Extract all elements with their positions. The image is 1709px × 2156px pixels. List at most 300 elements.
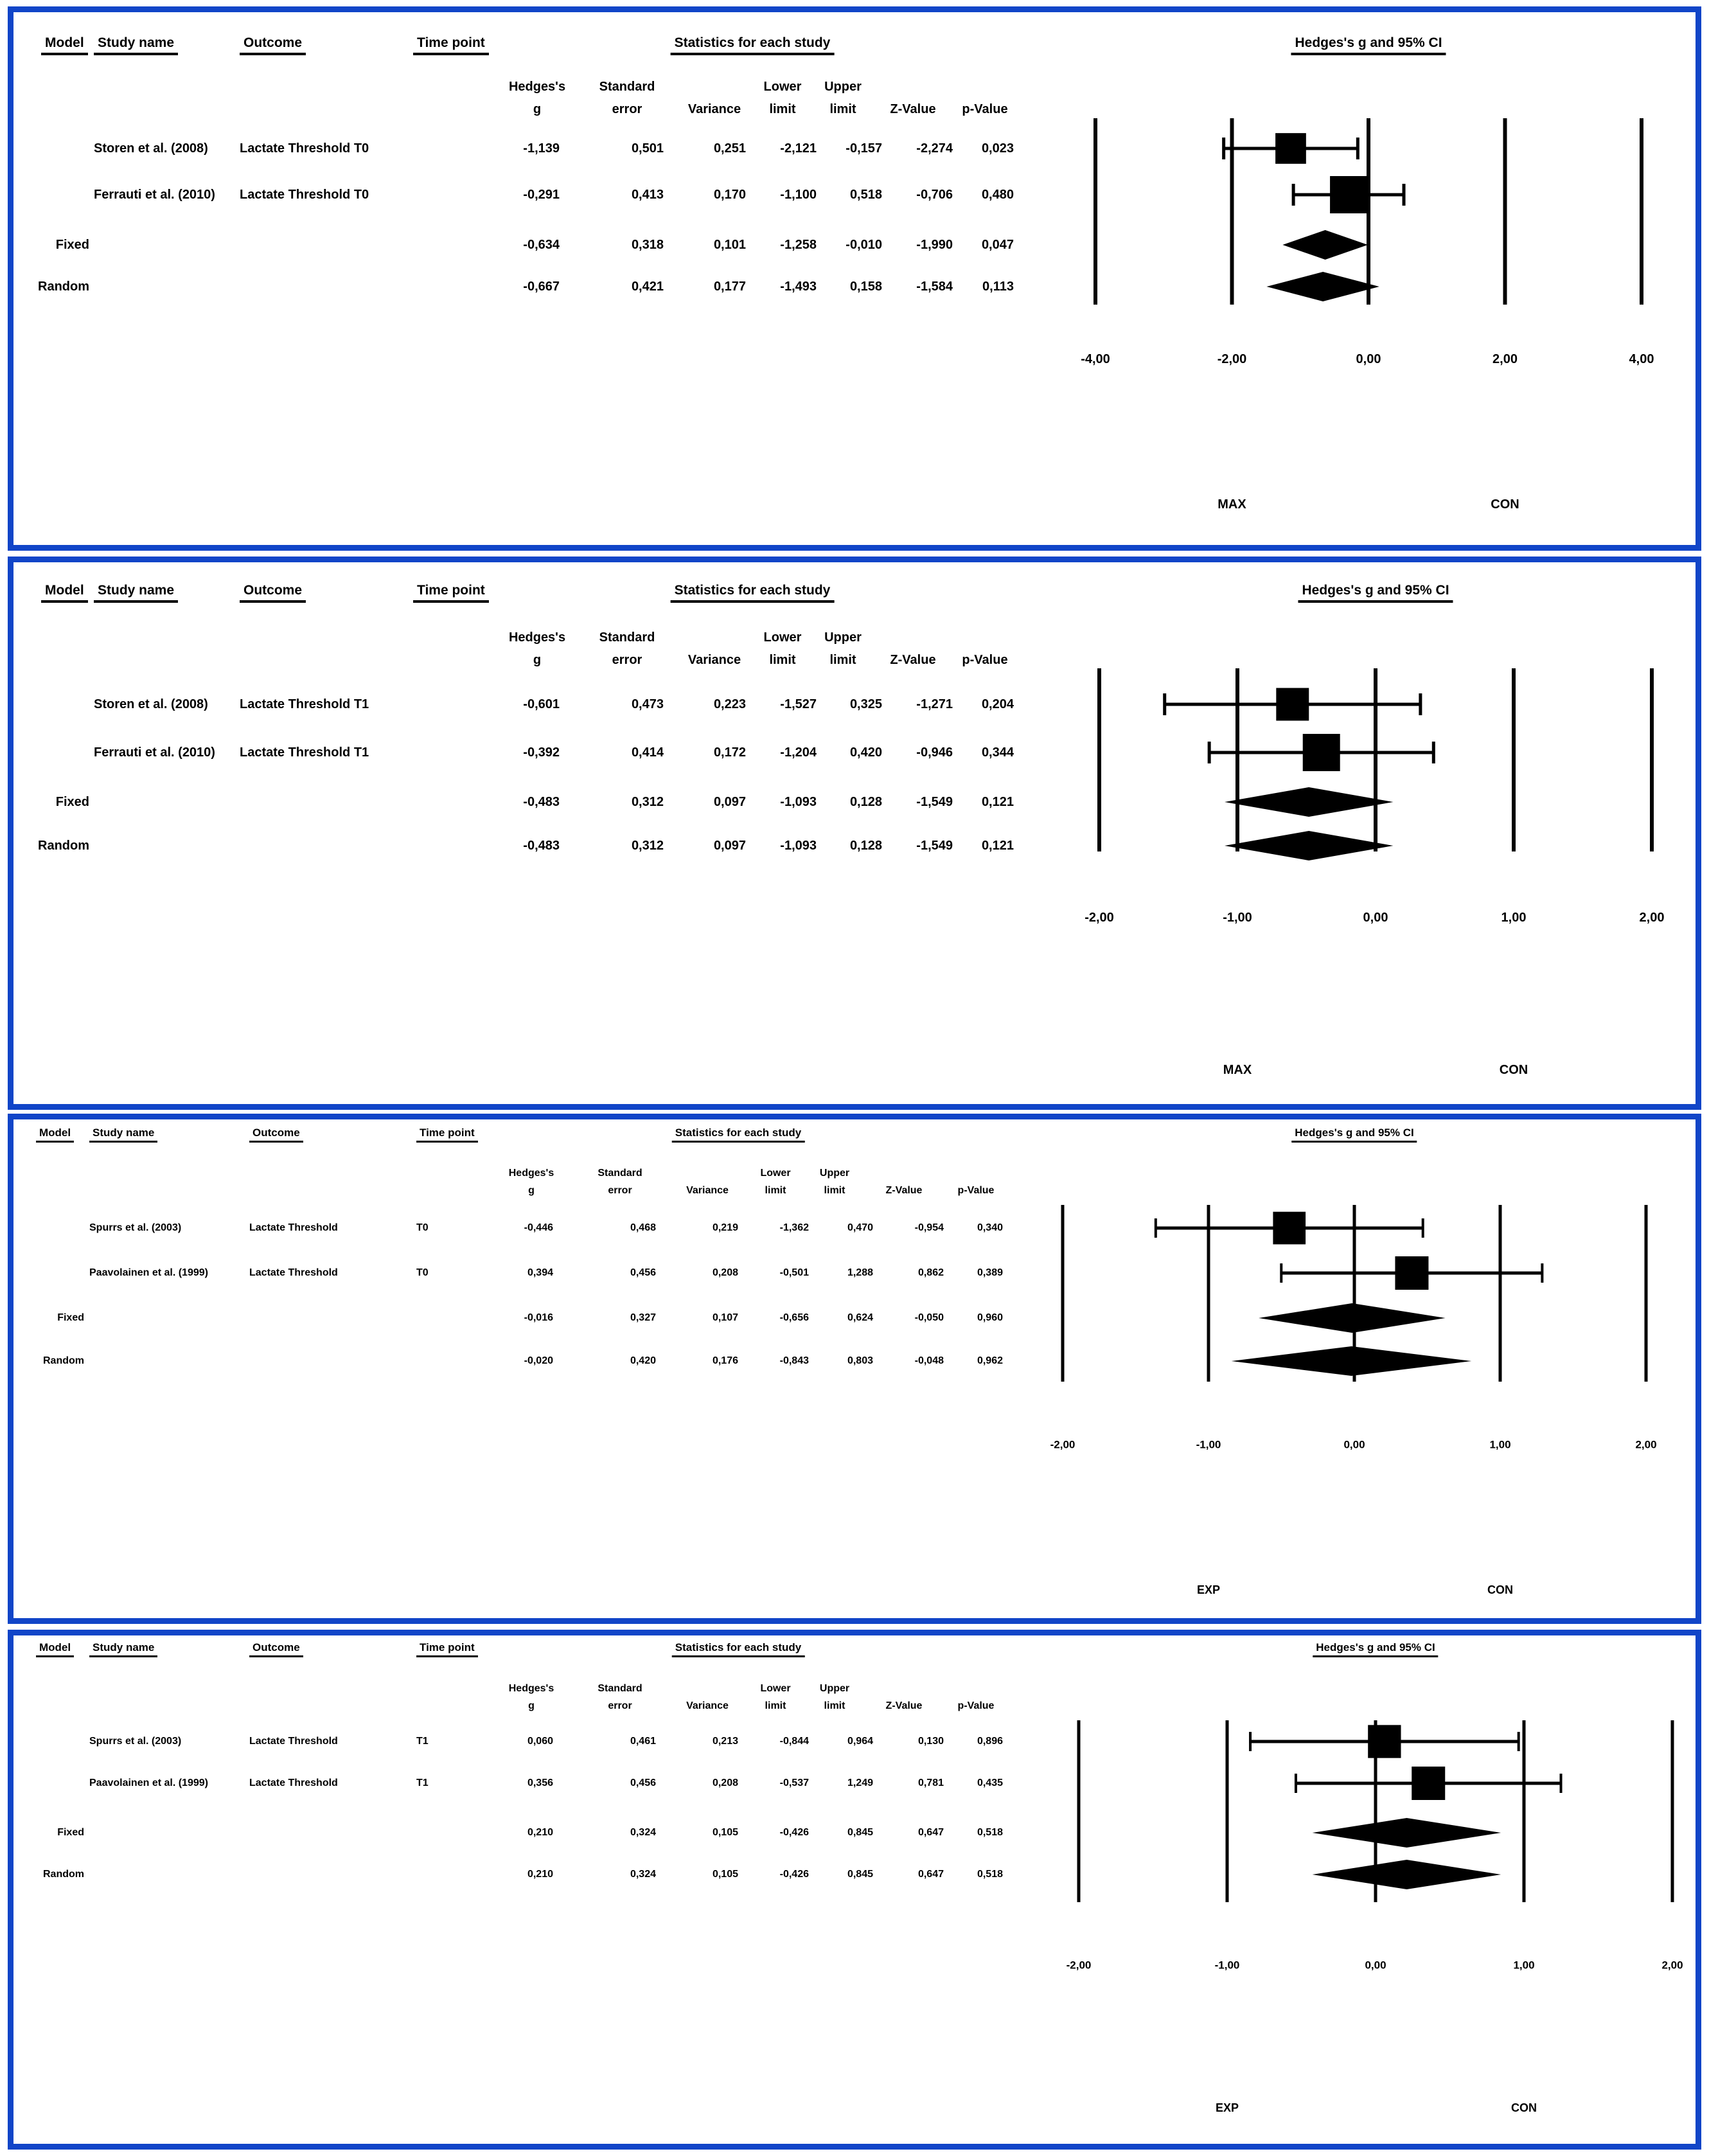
stat-value-z: 0,781 xyxy=(917,1777,944,1788)
stat-header-line2: p-Value xyxy=(962,102,1008,116)
model-cell: Random xyxy=(43,1355,84,1366)
axis-gridline xyxy=(1671,1720,1674,1902)
stat-header-line2: p-Value xyxy=(957,1185,995,1196)
ci-whisker xyxy=(1281,1272,1542,1275)
stat-value-upper: 0,158 xyxy=(849,280,882,294)
ci-whisker xyxy=(1224,147,1358,150)
stat-header-line2: Z-Value xyxy=(890,653,936,667)
axis-tick-label: 2,00 xyxy=(1639,911,1665,925)
column-header-model: Model xyxy=(36,1127,74,1143)
axis-gridline xyxy=(1094,118,1097,305)
stat-header-line2: error xyxy=(612,102,642,116)
group-label-left: MAX xyxy=(1223,1063,1252,1077)
axis-gridline xyxy=(1640,118,1643,305)
stat-value-upper: 0,964 xyxy=(847,1736,873,1747)
study-name-cell: Paavolainen et al. (1999) xyxy=(89,1267,208,1278)
model-cell: Random xyxy=(43,1869,84,1880)
column-header-model: Model xyxy=(41,584,88,603)
axis-gridline xyxy=(1235,668,1239,851)
axis-tick-label: -2,00 xyxy=(1085,911,1114,925)
stat-value-variance: 0,097 xyxy=(713,795,746,809)
ci-whisker xyxy=(1296,1782,1561,1785)
stat-value-g: -0,016 xyxy=(524,1312,553,1323)
pooled-diamond-marker xyxy=(1313,1818,1501,1848)
stat-header-line2: Variance xyxy=(686,1700,729,1711)
column-header-outcome: Outcome xyxy=(249,1127,303,1143)
ci-endcap-left xyxy=(1292,184,1295,206)
column-header-model: Model xyxy=(41,36,88,55)
ci-endcap-right xyxy=(1403,184,1406,206)
study-square-marker xyxy=(1368,1725,1401,1758)
ci-endcap-right xyxy=(1518,1732,1520,1751)
column-header-outcome: Outcome xyxy=(249,1642,303,1657)
study-name-cell: Ferrauti et al. (2010) xyxy=(94,745,215,760)
stat-value-se: 0,324 xyxy=(630,1827,656,1838)
ci-endcap-left xyxy=(1155,1218,1157,1238)
study-name-cell: Storen et al. (2008) xyxy=(94,697,208,711)
stat-value-lower: -1,093 xyxy=(780,839,817,853)
axis-tick-label: 0,00 xyxy=(1343,1438,1365,1451)
group-label-left: EXP xyxy=(1215,2101,1239,2114)
stat-value-se: 0,421 xyxy=(631,280,664,294)
stat-value-lower: -1,093 xyxy=(780,795,817,809)
pooled-diamond-marker xyxy=(1225,831,1394,860)
stat-value-variance: 0,251 xyxy=(713,141,746,156)
stat-header-line2: Z-Value xyxy=(885,1185,923,1196)
stat-header-line2: limit xyxy=(829,102,856,116)
axis-tick-label: -2,00 xyxy=(1217,352,1247,366)
axis-gridline xyxy=(1230,118,1234,305)
stat-value-g: -1,139 xyxy=(523,141,560,156)
stat-value-p: 0,121 xyxy=(981,795,1014,809)
model-cell: Random xyxy=(38,280,89,294)
study-square-marker xyxy=(1303,734,1340,771)
ci-endcap-right xyxy=(1432,742,1435,763)
axis-gridline xyxy=(1353,1205,1356,1382)
stat-header-line2: error xyxy=(608,1700,632,1711)
stat-value-se: 0,327 xyxy=(630,1312,656,1323)
axis-gridline xyxy=(1097,668,1101,851)
stat-value-variance: 0,223 xyxy=(713,697,746,711)
column-header-outcome: Outcome xyxy=(240,36,306,55)
stat-value-z: -1,271 xyxy=(916,697,953,711)
stat-value-lower: -1,204 xyxy=(780,745,817,760)
stat-header-line1: Lower xyxy=(763,630,802,645)
stats-group-header: Statistics for each study xyxy=(671,584,835,603)
stat-header-line2: Z-Value xyxy=(885,1700,923,1711)
stat-value-z: -1,549 xyxy=(916,795,953,809)
column-header-time-point: Time point xyxy=(416,1642,478,1657)
stat-value-p: 0,962 xyxy=(977,1355,1003,1366)
study-square-marker xyxy=(1330,176,1367,213)
stat-value-lower: -0,426 xyxy=(779,1827,809,1838)
stat-value-g: -0,020 xyxy=(524,1355,553,1366)
stat-header-line1: Lower xyxy=(763,80,802,94)
stat-value-variance: 0,176 xyxy=(712,1355,738,1366)
forest-panel-2 xyxy=(8,557,1701,1110)
study-name-cell: Spurrs et al. (2003) xyxy=(89,1222,182,1233)
stat-value-upper: 1,288 xyxy=(847,1267,873,1278)
stat-value-upper: 0,803 xyxy=(847,1355,873,1366)
study-square-marker xyxy=(1412,1767,1445,1800)
study-square-marker xyxy=(1395,1256,1428,1290)
stat-value-se: 0,414 xyxy=(631,745,664,760)
ci-endcap-right xyxy=(1356,138,1359,159)
outcome-cell: Lactate Threshold T1 xyxy=(240,745,369,760)
stat-value-variance: 0,208 xyxy=(712,1777,738,1788)
time-point-cell: T0 xyxy=(416,1222,429,1233)
stat-value-se: 0,318 xyxy=(631,238,664,252)
stat-header-line2: limit xyxy=(769,653,796,667)
stat-value-p: 0,113 xyxy=(982,280,1014,294)
stat-value-variance: 0,097 xyxy=(713,839,746,853)
stats-group-header: Statistics for each study xyxy=(672,1642,805,1657)
stat-value-se: 0,413 xyxy=(631,188,664,202)
pooled-diamond-marker xyxy=(1282,230,1368,260)
stat-header-line1: Upper xyxy=(819,1683,850,1694)
ci-endcap-left xyxy=(1163,693,1166,715)
stat-value-p: 0,518 xyxy=(977,1827,1003,1838)
axis-tick-label: 2,00 xyxy=(1661,1959,1683,1972)
stat-value-p: 0,960 xyxy=(977,1312,1003,1323)
model-cell: Random xyxy=(38,839,89,853)
stat-header-line1: Hedges's xyxy=(508,1168,554,1179)
stat-header-line2: g xyxy=(528,1700,535,1711)
axis-tick-label: -2,00 xyxy=(1066,1959,1092,1972)
stat-value-se: 0,501 xyxy=(631,141,664,156)
stat-value-variance: 0,177 xyxy=(713,280,746,294)
stat-value-se: 0,456 xyxy=(630,1777,656,1788)
stat-header-line2: p-Value xyxy=(962,653,1008,667)
plot-title: Hedges's g and 95% CI xyxy=(1313,1642,1438,1657)
stat-header-line2: Z-Value xyxy=(890,102,936,116)
axis-tick-label: -4,00 xyxy=(1081,352,1110,366)
plot-title: Hedges's g and 95% CI xyxy=(1298,584,1453,603)
stat-value-p: 0,204 xyxy=(981,697,1014,711)
stat-value-g: 0,356 xyxy=(527,1777,553,1788)
pooled-diamond-marker xyxy=(1259,1303,1446,1333)
outcome-cell: Lactate Threshold T0 xyxy=(240,188,369,202)
stat-value-lower: -1,362 xyxy=(779,1222,809,1233)
stat-header-line2: p-Value xyxy=(957,1700,995,1711)
group-label-right: CON xyxy=(1491,497,1519,512)
group-label-left: MAX xyxy=(1218,497,1246,512)
outcome-cell: Lactate Threshold xyxy=(249,1777,338,1788)
outcome-cell: Lactate Threshold T0 xyxy=(240,141,369,156)
stat-value-upper: 0,518 xyxy=(849,188,882,202)
stat-header-line1: Upper xyxy=(824,630,862,645)
time-point-cell: T1 xyxy=(416,1736,429,1747)
model-cell: Fixed xyxy=(57,1312,84,1323)
column-header-study-name: Study name xyxy=(94,36,178,55)
stat-value-se: 0,312 xyxy=(631,795,664,809)
stat-value-p: 0,435 xyxy=(977,1777,1003,1788)
stat-value-lower: -2,121 xyxy=(780,141,817,156)
axis-gridline xyxy=(1374,1720,1377,1902)
stat-value-se: 0,473 xyxy=(631,697,664,711)
axis-tick-label: 1,00 xyxy=(1513,1959,1535,1972)
axis-tick-label: -1,00 xyxy=(1196,1438,1221,1451)
stat-value-upper: 0,470 xyxy=(847,1222,873,1233)
axis-tick-label: 2,00 xyxy=(1492,352,1518,366)
stat-header-line2: error xyxy=(608,1185,632,1196)
stat-value-variance: 0,170 xyxy=(713,188,746,202)
stats-group-header: Statistics for each study xyxy=(672,1127,805,1143)
stat-header-line1: Upper xyxy=(824,80,862,94)
outcome-cell: Lactate Threshold T1 xyxy=(240,697,369,711)
ci-endcap-right xyxy=(1422,1218,1424,1238)
axis-gridline xyxy=(1650,668,1654,851)
ci-endcap-right xyxy=(1419,693,1422,715)
stat-value-g: -0,392 xyxy=(523,745,560,760)
stat-value-g: -0,291 xyxy=(523,188,560,202)
stat-value-z: -0,050 xyxy=(914,1312,944,1323)
study-name-cell: Ferrauti et al. (2010) xyxy=(94,188,215,202)
study-name-cell: Paavolainen et al. (1999) xyxy=(89,1777,208,1788)
pooled-diamond-marker xyxy=(1225,787,1394,817)
ci-endcap-right xyxy=(1541,1263,1543,1283)
axis-tick-label: 4,00 xyxy=(1629,352,1654,366)
outcome-cell: Lactate Threshold xyxy=(249,1736,338,1747)
stat-value-g: -0,667 xyxy=(523,280,560,294)
plot-title: Hedges's g and 95% CI xyxy=(1291,36,1446,55)
stat-value-g: 0,394 xyxy=(527,1267,553,1278)
stat-header-line2: limit xyxy=(829,653,856,667)
stat-header-line1: Lower xyxy=(760,1168,791,1179)
ci-endcap-left xyxy=(1222,138,1225,159)
model-cell: Fixed xyxy=(57,1827,84,1838)
axis-tick-label: 1,00 xyxy=(1489,1438,1511,1451)
stat-value-z: -0,954 xyxy=(914,1222,944,1233)
column-header-time-point: Time point xyxy=(416,1127,478,1143)
stat-header-line1: Standard xyxy=(599,630,655,645)
stat-header-line2: Variance xyxy=(687,653,741,667)
column-header-outcome: Outcome xyxy=(240,584,306,603)
ci-whisker xyxy=(1250,1740,1519,1743)
stat-value-variance: 0,101 xyxy=(713,238,746,252)
outcome-cell: Lactate Threshold xyxy=(249,1222,338,1233)
axis-tick-label: 0,00 xyxy=(1363,911,1388,925)
axis-tick-label: 1,00 xyxy=(1501,911,1527,925)
stat-value-g: -0,601 xyxy=(523,697,560,711)
stat-value-upper: 0,845 xyxy=(847,1869,873,1880)
stat-value-p: 0,518 xyxy=(977,1869,1003,1880)
stat-value-se: 0,456 xyxy=(630,1267,656,1278)
axis-tick-label: -1,00 xyxy=(1223,911,1252,925)
ci-whisker xyxy=(1209,751,1433,754)
ci-endcap-left xyxy=(1208,742,1211,763)
stat-value-lower: -0,844 xyxy=(779,1736,809,1747)
stat-value-z: 0,647 xyxy=(917,1827,944,1838)
stat-header-line2: Variance xyxy=(687,102,741,116)
stat-value-upper: 1,249 xyxy=(847,1777,873,1788)
stats-group-header: Statistics for each study xyxy=(671,36,835,55)
stat-header-line1: Hedges's xyxy=(508,630,566,645)
axis-gridline xyxy=(1499,1205,1502,1382)
stat-value-p: 0,389 xyxy=(977,1267,1003,1278)
axis-gridline xyxy=(1061,1205,1065,1382)
column-header-study-name: Study name xyxy=(89,1642,157,1657)
forest-panel-1 xyxy=(8,6,1701,551)
axis-gridline xyxy=(1645,1205,1648,1382)
stat-value-upper: 0,420 xyxy=(849,745,882,760)
stat-value-se: 0,312 xyxy=(631,839,664,853)
axis-tick-label: -1,00 xyxy=(1214,1959,1240,1972)
ci-whisker xyxy=(1156,1227,1423,1230)
axis-gridline xyxy=(1523,1720,1526,1902)
stat-value-g: -0,446 xyxy=(524,1222,553,1233)
stat-value-upper: -0,010 xyxy=(846,238,882,252)
ci-endcap-left xyxy=(1249,1732,1252,1751)
time-point-cell: T1 xyxy=(416,1777,429,1788)
axis-gridline xyxy=(1226,1720,1229,1902)
stat-value-p: 0,023 xyxy=(981,141,1014,156)
stat-header-line2: g xyxy=(528,1185,535,1196)
stat-value-z: -0,048 xyxy=(914,1355,944,1366)
stat-value-g: 0,060 xyxy=(527,1736,553,1747)
axis-gridline xyxy=(1207,1205,1210,1382)
stat-header-line1: Hedges's xyxy=(508,1683,554,1694)
axis-tick-label: -2,00 xyxy=(1050,1438,1076,1451)
column-header-study-name: Study name xyxy=(94,584,178,603)
stat-value-upper: 0,845 xyxy=(847,1827,873,1838)
time-point-cell: T0 xyxy=(416,1267,429,1278)
stat-value-variance: 0,172 xyxy=(713,745,746,760)
stat-header-line2: limit xyxy=(769,102,796,116)
stat-value-z: -0,706 xyxy=(916,188,953,202)
pooled-diamond-marker xyxy=(1313,1860,1501,1889)
pooled-diamond-marker xyxy=(1232,1346,1472,1376)
stat-value-z: -1,549 xyxy=(916,839,953,853)
stat-header-line1: Standard xyxy=(598,1683,642,1694)
stat-header-line2: Variance xyxy=(686,1185,729,1196)
axis-tick-label: 0,00 xyxy=(1356,352,1381,366)
axis-gridline xyxy=(1374,668,1377,851)
study-square-marker xyxy=(1275,133,1306,164)
stat-value-variance: 0,219 xyxy=(712,1222,738,1233)
stat-value-lower: -0,843 xyxy=(779,1355,809,1366)
forest-panel-3 xyxy=(8,1114,1701,1624)
pooled-diamond-marker xyxy=(1266,272,1379,301)
group-label-left: EXP xyxy=(1196,1583,1221,1596)
axis-gridline xyxy=(1512,668,1516,851)
column-header-time-point: Time point xyxy=(413,36,489,55)
stat-value-z: -2,274 xyxy=(916,141,953,156)
stat-value-se: 0,468 xyxy=(630,1222,656,1233)
stat-value-p: 0,480 xyxy=(981,188,1014,202)
stat-header-line2: limit xyxy=(765,1700,786,1711)
stat-value-z: 0,862 xyxy=(917,1267,944,1278)
plot-title: Hedges's g and 95% CI xyxy=(1291,1127,1417,1143)
stat-value-g: -0,483 xyxy=(523,795,560,809)
stat-header-line2: limit xyxy=(824,1700,846,1711)
group-label-right: CON xyxy=(1499,1063,1528,1077)
stat-value-lower: -0,656 xyxy=(779,1312,809,1323)
stat-value-p: 0,340 xyxy=(977,1222,1003,1233)
ci-whisker xyxy=(1293,193,1404,197)
forest-panel-4 xyxy=(8,1630,1701,2150)
axis-tick-label: 2,00 xyxy=(1635,1438,1657,1451)
stat-value-g: -0,483 xyxy=(523,839,560,853)
stat-value-z: 0,647 xyxy=(917,1869,944,1880)
stat-value-upper: 0,128 xyxy=(849,795,882,809)
axis-gridline xyxy=(1077,1720,1081,1902)
stat-value-p: 0,896 xyxy=(977,1736,1003,1747)
stat-header-line2: error xyxy=(612,653,642,667)
stat-value-upper: 0,624 xyxy=(847,1312,873,1323)
axis-tick-label: 0,00 xyxy=(1365,1959,1386,1972)
model-cell: Fixed xyxy=(55,238,89,252)
ci-endcap-right xyxy=(1560,1774,1563,1793)
stat-header-line1: Standard xyxy=(599,80,655,94)
stat-value-variance: 0,105 xyxy=(712,1869,738,1880)
stat-value-se: 0,420 xyxy=(630,1355,656,1366)
stat-header-line2: g xyxy=(533,653,542,667)
forest-plot-canvas xyxy=(13,1119,1696,1618)
study-square-marker xyxy=(1273,1212,1306,1245)
stat-header-line1: Standard xyxy=(598,1168,642,1179)
stat-value-p: 0,047 xyxy=(981,238,1014,252)
stat-value-z: 0,130 xyxy=(917,1736,944,1747)
study-square-marker xyxy=(1276,688,1309,721)
stat-value-lower: -0,426 xyxy=(779,1869,809,1880)
outcome-cell: Lactate Threshold xyxy=(249,1267,338,1278)
stat-value-z: -1,990 xyxy=(916,238,953,252)
stat-value-z: -1,584 xyxy=(916,280,953,294)
group-label-right: CON xyxy=(1487,1583,1513,1596)
stat-value-variance: 0,107 xyxy=(712,1312,738,1323)
forest-plot-canvas xyxy=(13,1635,1696,2144)
axis-gridline xyxy=(1503,118,1507,305)
column-header-time-point: Time point xyxy=(413,584,489,603)
group-label-right: CON xyxy=(1511,2101,1537,2114)
stat-value-lower: -1,493 xyxy=(780,280,817,294)
stat-value-lower: -0,501 xyxy=(779,1267,809,1278)
axis-gridline xyxy=(1367,118,1370,305)
study-name-cell: Spurrs et al. (2003) xyxy=(89,1736,182,1747)
stat-value-lower: -1,258 xyxy=(780,238,817,252)
stat-value-z: -0,946 xyxy=(916,745,953,760)
stat-value-g: 0,210 xyxy=(527,1827,553,1838)
stat-value-upper: 0,128 xyxy=(849,839,882,853)
stat-header-line2: g xyxy=(533,102,542,116)
model-cell: Fixed xyxy=(55,795,89,809)
stat-value-lower: -1,100 xyxy=(780,188,817,202)
stat-value-variance: 0,208 xyxy=(712,1267,738,1278)
ci-endcap-left xyxy=(1295,1774,1297,1793)
stat-value-lower: -1,527 xyxy=(780,697,817,711)
stat-value-g: 0,210 xyxy=(527,1869,553,1880)
column-header-study-name: Study name xyxy=(89,1127,157,1143)
ci-endcap-left xyxy=(1280,1263,1282,1283)
stat-header-line2: limit xyxy=(824,1185,846,1196)
stat-header-line1: Lower xyxy=(760,1683,791,1694)
stat-value-upper: -0,157 xyxy=(846,141,882,156)
stat-value-p: 0,344 xyxy=(981,745,1014,760)
stat-value-lower: -0,537 xyxy=(779,1777,809,1788)
stat-value-variance: 0,213 xyxy=(712,1736,738,1747)
stat-value-upper: 0,325 xyxy=(849,697,882,711)
stat-header-line1: Hedges's xyxy=(508,80,566,94)
stat-value-g: -0,634 xyxy=(523,238,560,252)
stat-value-se: 0,461 xyxy=(630,1736,656,1747)
stat-header-line2: limit xyxy=(765,1185,786,1196)
stat-header-line1: Upper xyxy=(819,1168,850,1179)
stat-value-variance: 0,105 xyxy=(712,1827,738,1838)
stat-value-p: 0,121 xyxy=(981,839,1014,853)
study-name-cell: Storen et al. (2008) xyxy=(94,141,208,156)
stat-value-se: 0,324 xyxy=(630,1869,656,1880)
